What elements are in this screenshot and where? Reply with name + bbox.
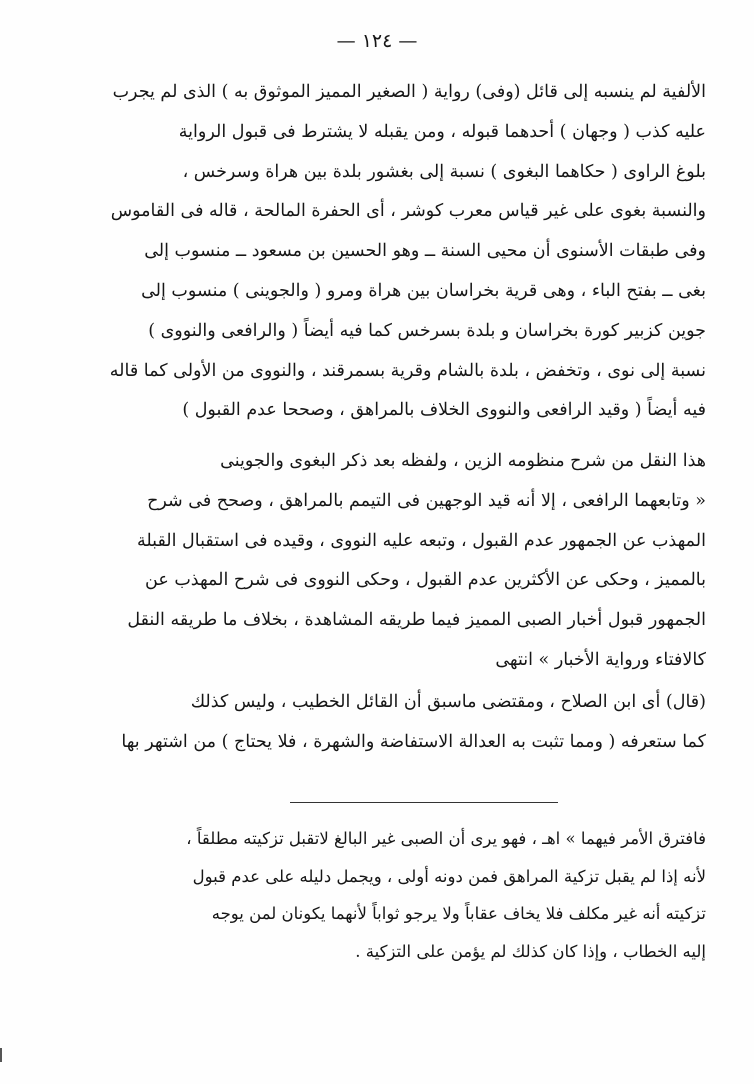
text-line: كالافتاء ورواية الأخبار » انتهى [495,649,706,670]
text-line: هذا النقل من شرح منظومه الزين ، ولفظه بعد ذكر البغوى والجوينى [220,451,706,471]
paragraph-2 [66,442,706,681]
page-number: — ١٢٤ — [336,30,418,52]
text-line: نسبة إلى نوى ، وتخفض ، بلدة بالشام وقرية بسمرقند ، والنووى من الأولى كما قاله [109,360,706,381]
footnote [66,820,706,970]
paragraph-1 [66,73,706,431]
text-line: بغى ــ بفتح الباء ، وهى قرية بخراسان بين هراة ومرو ( والجوينى ) منسوب إلى [141,280,706,301]
text-line: (قال) أى ابن الصلاح ، ومقتضى ماسبق أن القائل الخطيب ، وليس كذلك [190,692,706,712]
text-line: « وتابعهما الرافعى ، إلا أنه قيد الوجهين فى التيمم بالمراهق ، وصحح فى شرح [147,490,706,511]
text-line: والنسبة بغوى على غير قياس معرب كوشر ، أى الحفرة المالحة ، قاله فى القاموس [110,201,706,222]
footnote-separator [290,802,558,803]
paragraph-3 [66,683,706,763]
text-line: عليه كذب ( وجهان ) أحدهما قبوله ، ومن يقبله لا يشترط فى قبول الرواية [178,121,706,142]
footnote-line: تزكيته أنه غير مكلف فلا يخاف عقاباً ولا يرجو ثواباً لأنهما يكونان لمن يوجه [211,904,706,923]
text-line: بلوغ الراوى ( حكاهما البغوى ) نسبة إلى بغشور بلدة بين هراة وسرخس ، [182,161,706,182]
text-line: الجمهور قبول أخبار الصبى المميز فيما طريقه المشاهدة ، بخلاف ما طريقه النقل [127,610,706,631]
text-line: كما ستعرفه ( ومما تثبت به العدالة الاستفاضة والشهرة ، فلا يحتاج ) من اشتهر بها [121,731,706,752]
text-line: وفى طبقات الأسنوى أن محيى السنة ــ وهو الحسين بن مسعود ــ منسوب إلى [144,241,706,262]
footnote-line: فافترق الأمر فيهما » اهـ ، فهو يرى أن الصبى غير البالغ لاتقبل تزكيته مطلقاً ، [186,829,706,848]
scan-edge-mark [0,1048,2,1062]
footnote-line: إليه الخطاب ، وإذا كان كذلك لم يؤمن على التزكية . [355,941,706,961]
text-line: المهذب عن الجمهور عدم القبول ، وتبعه عليه النووى ، وقيده فى استقبال القبلة [136,530,706,551]
text-line: الألفية لم ينسبه إلى قائل (وفى) رواية ( الصغير المميز الموثوق به ) الذى لم يجرب [112,82,706,102]
footnote-line: لأنه إذا لم يقبل تزكية المراهق فمن دونه أولى ، ويجمل دليله على عدم قبول [192,866,706,886]
text-line: فيه أيضاً ( وقيد الرافعى والنووى الخلاف بالمراهق ، وصححا عدم القبول ) [182,400,706,421]
text-line: بالمميز ، وحكى عن الأكثرين عدم القبول ، وحكى النووى فى شرح المهذب عن [145,570,706,591]
text-line: جوين كزبير كورة بخراسان و بلدة بسرخس كما فيه أيضاً ( والرافعى والنووى ) [148,320,706,341]
